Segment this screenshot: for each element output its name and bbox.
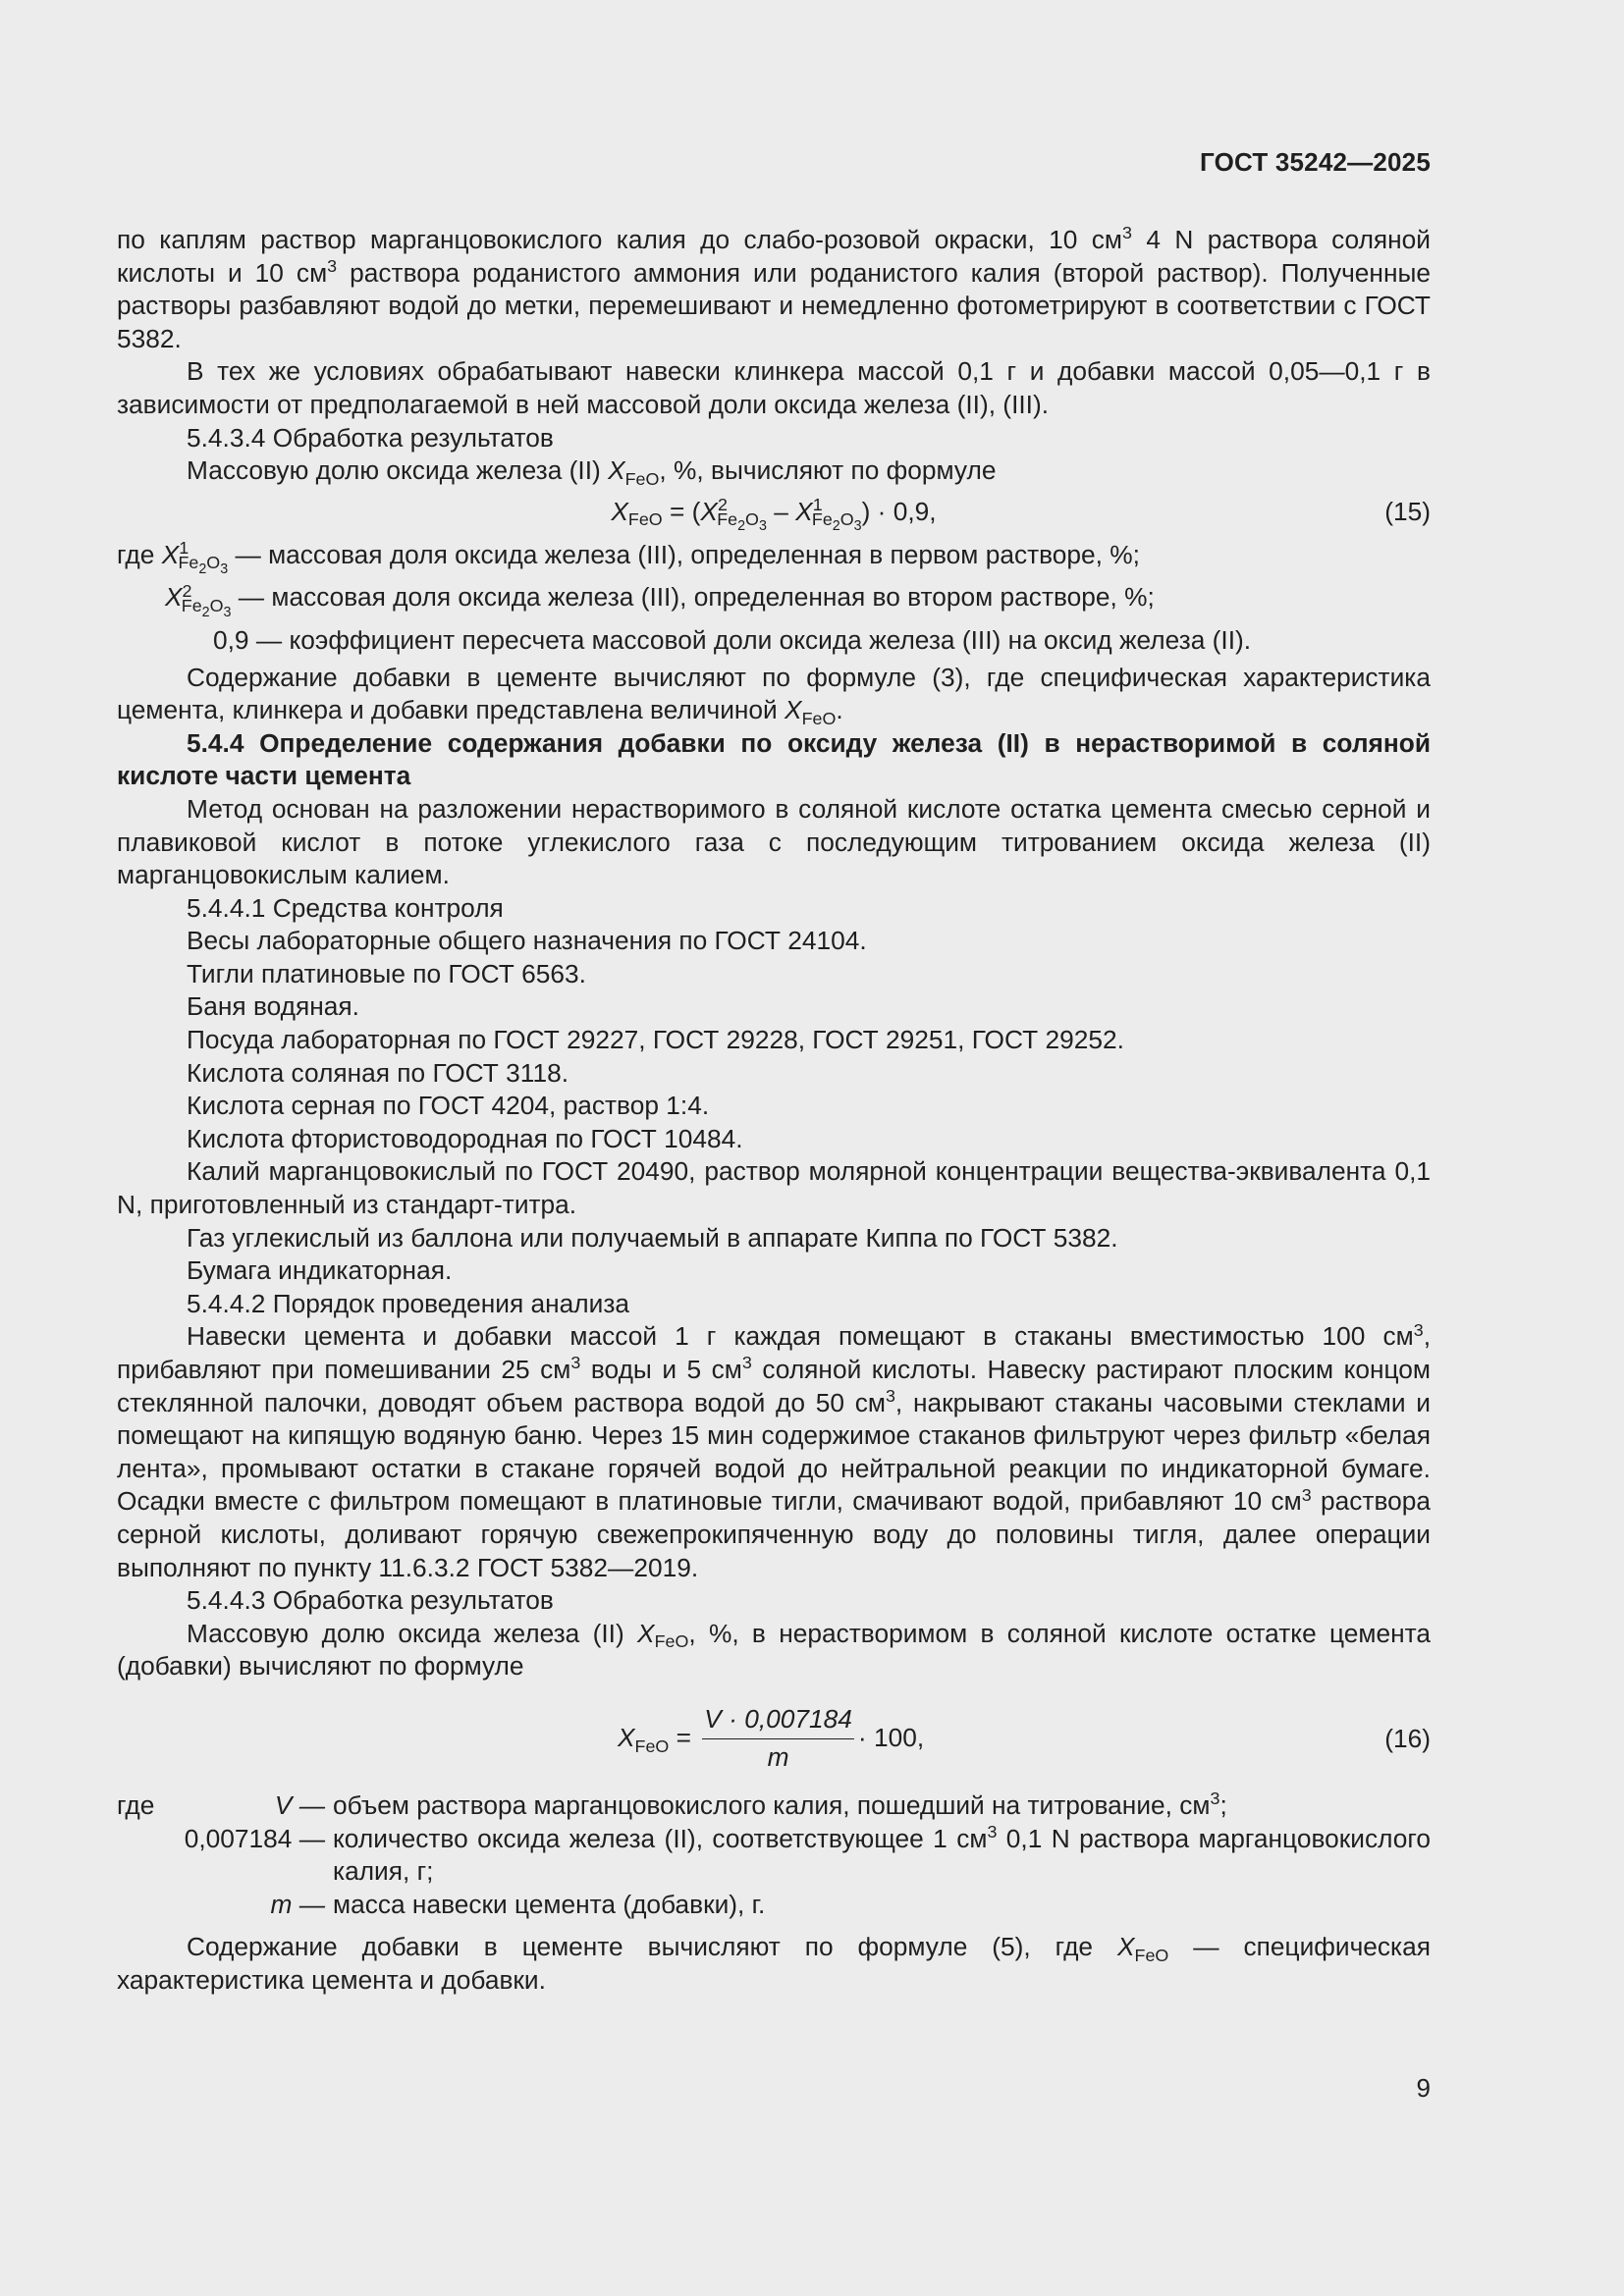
paragraph: по каплям раствор марганцовокислого калия до слабо-розовой окраски, 10 $см^3$ 4 N раствора соляной кислоты и 10 $см^3$ раствора роданистого аммония или роданистого калия (второй раствор). Полученные растворы разбавляют водой до метки, перемешивают и немедленно фотометрируют в соответствии с ГОСТ 5382. [117,223,1432,353]
section-heading-5-4-4-1: 5.4.4.1 Средства контроля [187,892,504,923]
where-line: 0,9 — коэффициент пересчета массовой доли оксида железа (III) на оксид железа (II). [213,624,1252,655]
paragraph: Содержание добавки в цементе вычисляют по формуле (5), где $X_{FeO}$ — специфическая характеристика цемента и добавки. [117,1932,1431,1995]
formula-number: (16) [1384,1723,1431,1753]
list-item: Кислота соляная по ГОСТ 3118. [187,1057,569,1088]
section-heading-5-4-4-2: 5.4.4.2 Порядок проведения анализа [187,1288,630,1318]
paragraph: Содержание добавки в цементе вычисляют по формуле (3), где специфическая характеристика цемента, клинкера и добавки представлена величиной $X_{FeO}$. [117,662,1431,728]
list-item: Баня водяная. [187,991,359,1022]
section-heading-5-4-3-4: 5.4.3.4 Обработка результатов [187,422,554,453]
list-item: Калий марганцовокислый по ГОСТ 20490, раствор молярной концентрации вещества-эквивалента 0,1 N, приготовленный из стандарт-титра. [117,1156,1431,1220]
where-block: где V — объем раствора марганцовокислого калия, пошедший на титрование, $см^3$; 0,007184 — количество оксида железа (II), соответствующее 1 $см^3$ 0,1 N раствора марганцовокислого калия, г; m — масса навески цемента (добавки), г. [117,1789,1431,1919]
list-item: Бумага индикаторная. [187,1255,453,1286]
paragraph: В тех же условиях обрабатывают навески клинкера массой 0,1 г и добавки массой 0,05—0,1 г в зависимости от предполагаемой в ней массовой доли оксида железа (II), (III). [117,356,1431,419]
formula-15: $X_{FeO} = (X^2_{Fe_2O_3} - X^1_{Fe_2O_3}) \cdot 0,9$, (15) [611,494,1431,535]
section-heading-5-4-4-3: 5.4.4.3 Обработка результатов [187,1585,554,1616]
list-item: Весы лабораторные общего назначения по ГОСТ 24104. [187,926,867,956]
fraction: $\frac{V \cdot 0,007184}{m}$ [704,1703,852,1772]
list-item: Газ углекислый из баллона или получаемый в аппарате Киппа по ГОСТ 5382. [187,1222,1118,1253]
page-number: 9 [1416,2073,1431,2103]
list-item: Посуда лабораторная по ГОСТ 29227, ГОСТ 29228, ГОСТ 29251, ГОСТ 29252. [187,1025,1124,1055]
paragraph: Метод основан на разложении нерастворимого в соляной кислоте остатка цемента смесью серной и плавиковой кислот в потоке углекислого газа с последующим титрованием оксида железа (II) марганцовокислым калием. [117,793,1431,890]
list-item: Кислота фтористоводородная по ГОСТ 10484. [187,1123,743,1153]
formula-number: (15) [1384,496,1431,526]
section-heading-5-4-4: 5.4.4 Определение содержания добавки по оксиду железа (II) в нерастворимой в соляной кислоте части цемента [117,727,1431,791]
formula-16: $X_{FeO}$ = $\frac{V \cdot 0,007184}{m}$ · 100, (16) [117,1693,1431,1778]
paragraph: Навески цемента и добавки массой 1 г каждая помещают в стаканы вместимостью 100 $см^3$, прибавляют при помешивании 25 $см^3$ воды и 5 $см^3$ соляной кислоты. Навеску растирают плоским концом стеклянной палочки, доводят объем раствора водой до 50 $см^3$, накрывают стаканы часовыми стеклами и помещают на кипящую водяную баню. Через 15 мин содержимое стаканов фильтруют через фильтр «белая лента», промывают остатки в стакане горячей водой до нейтральной реакции по индикаторной бумаге. Осадки вместе с фильтром помещают в платиновые тигли, смачивают водой, прибавляют 10 $см^3$ раствора серной кислоты, доливают горячую свежепрокипяченную воду до половины тигля, далее операции выполняют по пункту 11.6.3.2 ГОСТ 5382—2019. [117,1319,1431,1582]
where-line: $X^2_{Fe_2O_3}$ — массовая доля оксида железа (III), определенная во втором растворе, %; [165,580,1155,620]
document-header: ГОСТ 35242—2025 [1200,147,1431,177]
paragraph: Массовую долю оксида железа (II) $X_{FeO}$, %, вычисляют по формуле [187,455,997,489]
page-body [117,224,1431,1998]
list-item: Тигли платиновые по ГОСТ 6563. [187,958,586,988]
paragraph: Массовую долю оксида железа (II) $X_{FeO}$, %, в нерастворимом в соляной кислоте остатке цемента (добавки) вычисляют по формуле [117,1618,1431,1682]
list-item: Кислота серная по ГОСТ 4204, раствор 1:4. [187,1091,710,1121]
where-line: где $X^1_{Fe_2O_3}$ — массовая доля оксида железа (III), определенная в первом растворе, %; [117,537,1140,578]
